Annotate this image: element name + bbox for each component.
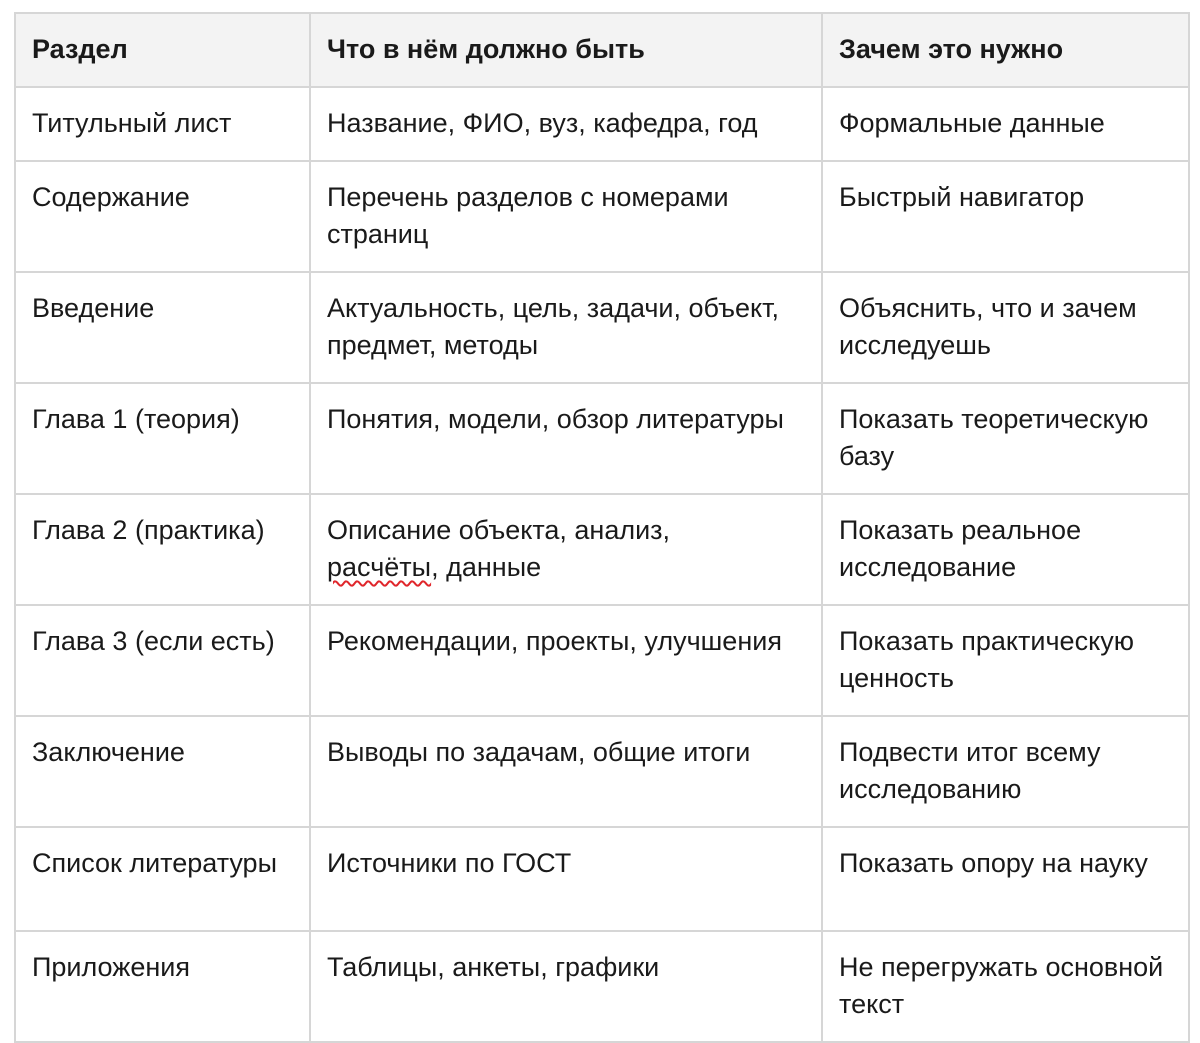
document-table-container	[14, 12, 1188, 1043]
cell-section[interactable]: Содержание	[15, 161, 310, 272]
cell-section[interactable]: Заключение	[15, 716, 310, 827]
cell-purpose[interactable]: Показать практическую ценность	[822, 605, 1189, 716]
header-section: Раздел	[15, 13, 310, 87]
header-content: Что в нём должно быть	[310, 13, 822, 87]
cell-purpose[interactable]: Показать теоретическую базу	[822, 383, 1189, 494]
table-row	[15, 494, 1189, 605]
cell-purpose[interactable]: Быстрый навигатор	[822, 161, 1189, 272]
header-purpose: Зачем это нужно	[822, 13, 1189, 87]
cell-content[interactable]: Название, ФИО, вуз, кафедра, год	[310, 87, 822, 161]
cell-section[interactable]: Приложения	[15, 931, 310, 1042]
content-text: Описание объекта, анализ,	[327, 515, 671, 545]
table-row	[15, 716, 1189, 827]
cell-content[interactable]: Перечень разделов с номерами страниц	[310, 161, 822, 272]
table-row	[15, 87, 1189, 161]
cell-section[interactable]: Введение	[15, 272, 310, 383]
cell-section[interactable]: Титульный лист	[15, 87, 310, 161]
cell-content[interactable]: Источники по ГОСТ	[310, 827, 822, 931]
content-text: , данные	[431, 552, 542, 582]
cell-content[interactable]: Рекомендации, проекты, улучшения	[310, 605, 822, 716]
table-header-row	[15, 13, 1189, 87]
cell-section[interactable]: Глава 3 (если есть)	[15, 605, 310, 716]
cell-purpose[interactable]: Формальные данные	[822, 87, 1189, 161]
thesis-structure-table	[14, 12, 1190, 1043]
cell-section[interactable]: Глава 1 (теория)	[15, 383, 310, 494]
cell-purpose[interactable]: Объяснить, что и зачем исследуешь	[822, 272, 1189, 383]
cell-content[interactable]: Таблицы, анкеты, графики	[310, 931, 822, 1042]
cell-content[interactable]: Понятия, модели, обзор литературы	[310, 383, 822, 494]
table-row	[15, 605, 1189, 716]
spellcheck-flagged-word[interactable]: расчёты	[327, 552, 432, 582]
cell-section[interactable]: Список литературы	[15, 827, 310, 931]
cell-content[interactable]: Актуальность, цель, задачи, объект, предмет, методы	[310, 272, 822, 383]
cell-content[interactable]: Выводы по задачам, общие итоги	[310, 716, 822, 827]
cell-purpose[interactable]: Не перегружать основной текст	[822, 931, 1189, 1042]
cell-content[interactable]	[310, 494, 822, 605]
table-row	[15, 827, 1189, 931]
cell-purpose[interactable]: Подвести итог всему исследованию	[822, 716, 1189, 827]
cell-section[interactable]: Глава 2 (практика)	[15, 494, 310, 605]
cell-purpose[interactable]: Показать реальное исследование	[822, 494, 1189, 605]
table-row	[15, 272, 1189, 383]
table-row	[15, 931, 1189, 1042]
table-row	[15, 161, 1189, 272]
cell-purpose[interactable]: Показать опору на науку	[822, 827, 1189, 931]
table-row	[15, 383, 1189, 494]
